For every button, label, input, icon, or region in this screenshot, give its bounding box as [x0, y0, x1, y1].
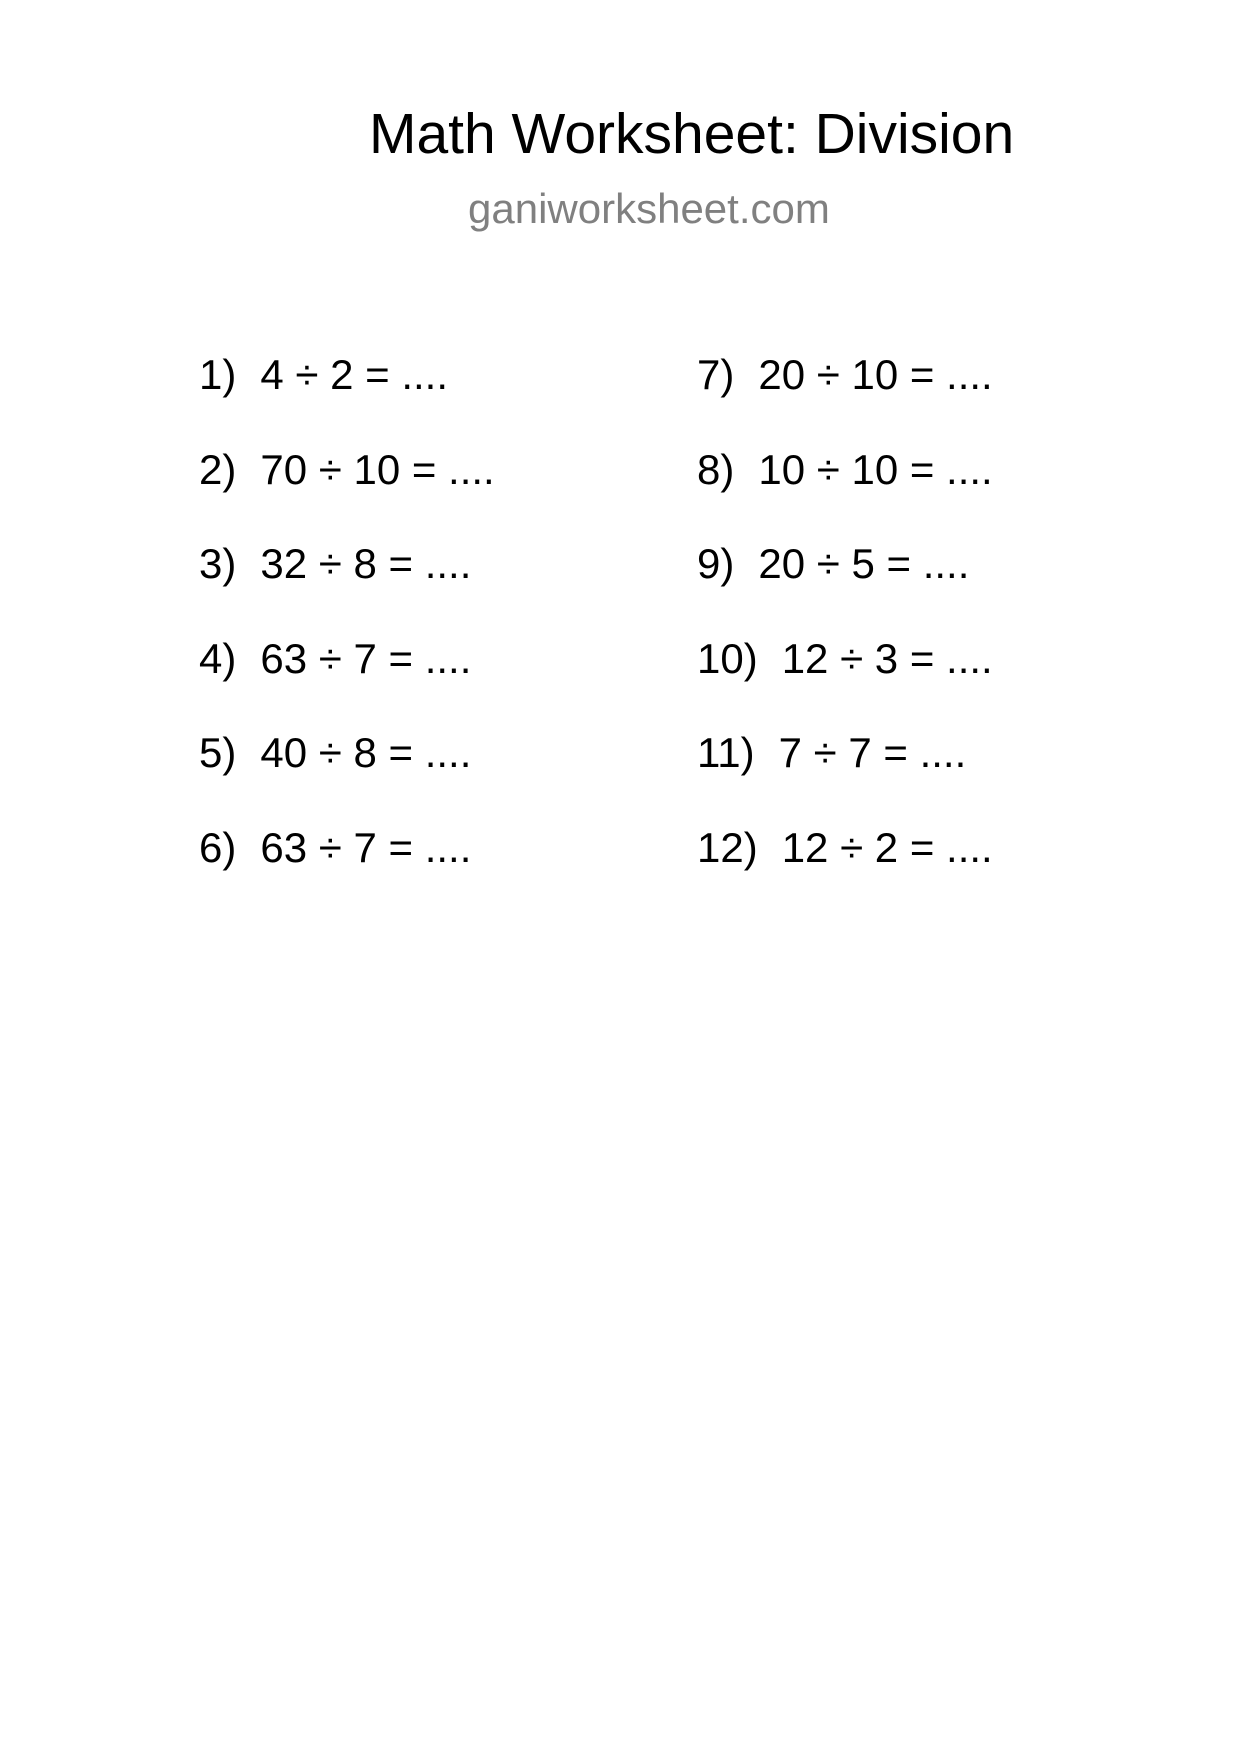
problem-7 — [697, 350, 993, 445]
problem-expression: 12 ÷ 2 = .... — [781, 823, 993, 871]
problem-expression: 63 ÷ 7 = .... — [260, 634, 472, 682]
problem-expression: 10 ÷ 10 = .... — [758, 445, 993, 493]
problem-expression: 63 ÷ 7 = .... — [260, 823, 472, 871]
problem-number: 11) — [697, 729, 755, 776]
site-url: ganiworksheet.com — [468, 185, 830, 232]
problem-number: 10) — [697, 634, 758, 682]
problem-expression: 70 ÷ 10 = .... — [260, 445, 495, 493]
problem-11 — [697, 728, 993, 823]
problem-expression: 4 ÷ 2 = .... — [260, 351, 449, 398]
problem-expression: 20 ÷ 5 = .... — [758, 540, 970, 587]
problem-12 — [697, 823, 993, 918]
problem-4 — [199, 634, 495, 729]
problem-expression: 40 ÷ 8 = .... — [260, 729, 472, 776]
problem-expression: 7 ÷ 7 = .... — [778, 729, 967, 776]
problem-9 — [697, 539, 993, 634]
problems-column-right — [697, 350, 993, 917]
problem-expression: 20 ÷ 10 = .... — [758, 351, 993, 398]
problem-number: 1) — [199, 351, 237, 398]
problem-1 — [199, 350, 495, 445]
problem-number: 2) — [199, 445, 237, 493]
problem-number: 6) — [199, 823, 237, 871]
problem-number: 12) — [697, 823, 758, 871]
problem-3 — [199, 539, 495, 634]
problem-8 — [697, 445, 993, 540]
problems-column-left — [199, 350, 495, 917]
page-title: Math Worksheet: Division — [369, 102, 1015, 166]
problem-number: 3) — [199, 540, 237, 587]
problem-number: 4) — [199, 634, 237, 682]
problem-number: 7) — [697, 351, 735, 398]
problem-number: 5) — [199, 729, 237, 776]
problem-expression: 32 ÷ 8 = .... — [260, 540, 472, 587]
problem-6 — [199, 823, 495, 918]
problem-10 — [697, 634, 993, 729]
problem-number: 9) — [697, 540, 735, 587]
problem-5 — [199, 728, 495, 823]
problem-2 — [199, 445, 495, 540]
problem-expression: 12 ÷ 3 = .... — [781, 634, 993, 682]
problem-number: 8) — [697, 445, 735, 493]
